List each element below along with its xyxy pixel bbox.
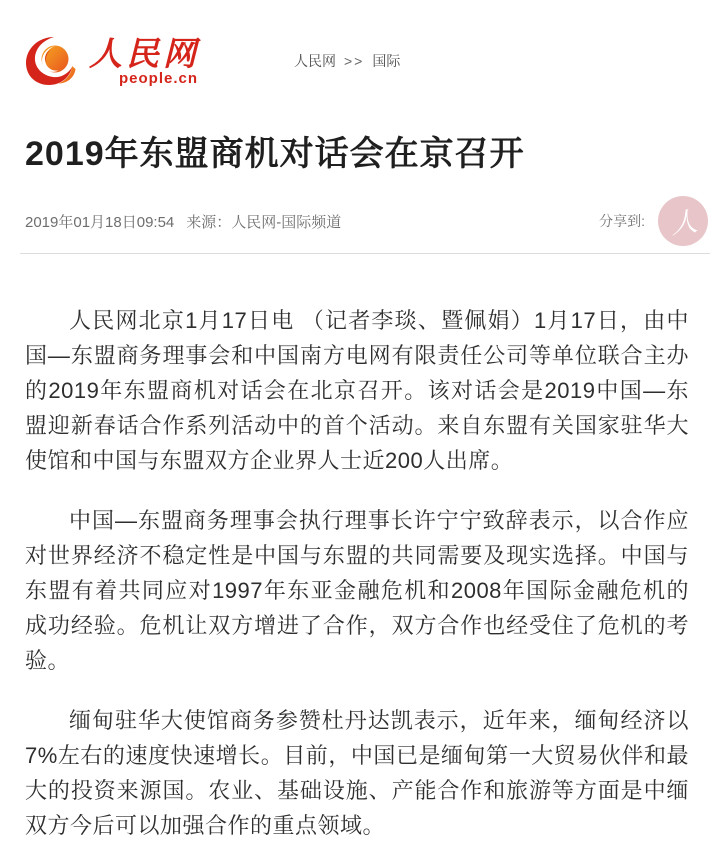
article-body bbox=[25, 303, 689, 843]
breadcrumb-link-world[interactable]: 国际 bbox=[372, 53, 401, 69]
article-paragraph: 人民网北京1月17日电 （记者李琰、暨佩娟）1月17日，由中国—东盟商务理事会和中国南方电网有限责任公司等单位联合主办的2019年东盟商机对话会在北京召开。该对话会是2019中国—东盟迎新春话合作系列活动中的首个活动。来自东盟有关国家驻华大使馆和中国与东盟双方企业界人士近200人出席。 bbox=[25, 308, 689, 473]
breadcrumb-separator: >> bbox=[344, 53, 365, 69]
source-link[interactable]: 人民网-国际频道 bbox=[231, 213, 342, 231]
page-title: 2019年东盟商机对话会在京召开 bbox=[25, 135, 525, 173]
wordmark-cn-text: 人民网 bbox=[89, 33, 200, 73]
breadcrumb-link-home[interactable]: 人民网 bbox=[294, 53, 336, 69]
header-divider bbox=[20, 253, 710, 254]
wordmark-domain-text: people.cn bbox=[118, 69, 198, 87]
source-label: 来源： bbox=[186, 213, 232, 231]
site-header bbox=[25, 0, 689, 86]
people-cn-wordmark bbox=[89, 33, 200, 87]
people-cn-flame-icon bbox=[25, 36, 83, 86]
share-people-glyph: 人 bbox=[667, 205, 699, 241]
publish-datetime: 2019年01月18日09:54 bbox=[25, 213, 175, 231]
article-meta bbox=[25, 211, 341, 232]
article-paragraph: 中国—东盟商务理事会执行理事长许宁宁致辞表示，以合作应对世界经济不稳定性是中国与东盟的共同需要及现实选择。中国与东盟有着共同应对1997年东亚金融危机和2008年国际金融危机的成功经验。危机让双方增进了合作，双方合作也经受住了危机的考验。 bbox=[25, 508, 689, 673]
breadcrumb bbox=[294, 51, 400, 71]
article-meta-row bbox=[25, 196, 699, 246]
share-box bbox=[599, 196, 699, 246]
share-label: 分享到: bbox=[599, 213, 645, 229]
share-people-microblog-icon[interactable] bbox=[658, 196, 708, 246]
article-paragraph: 缅甸驻华大使馆商务参赞杜丹达凯表示，近年来，缅甸经济以7%左右的速度快速增长。目前，中国已是缅甸第一大贸易伙伴和最大的投资来源国。农业、基础设施、产能合作和旅游等方面是中缅双方今后可以加强合作的重点领域。 bbox=[25, 708, 689, 838]
people-cn-logo[interactable] bbox=[25, 33, 200, 87]
